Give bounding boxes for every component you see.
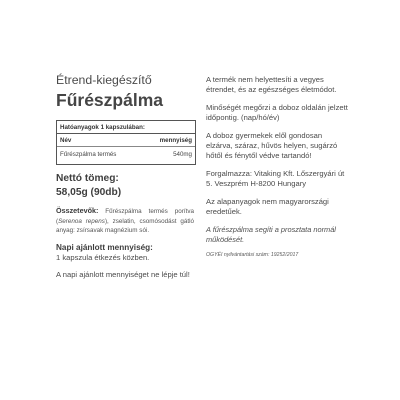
- registration-number: OGYÉI nyilvántartási szám: 19252/2017: [206, 252, 299, 258]
- column-header-amount: mennyiség: [159, 137, 192, 144]
- best-before-notice: Minőségét megőrzi a doboz oldalán jelzett időpontig. (nap/hó/év): [206, 103, 348, 122]
- daily-dose-warning: A napi ajánlott mennyiséget ne lépje túl!: [56, 270, 190, 279]
- column-header-name: Név: [60, 137, 72, 144]
- product-name: Fűrészpálma: [56, 90, 163, 110]
- distributor-info: Forgalmazza: Vitaking Kft. Lőszergyári út 5. Veszprém H-8200 Hungary: [206, 169, 345, 188]
- net-weight: [56, 172, 194, 200]
- health-claim: A fűrészpálma segíti a prosztata normál működését.: [206, 225, 336, 244]
- storage-notice: A doboz gyermekek elől gondosan elzárva, száraz, hűvös helyen, sugárzó hőtől és fénytől védve tartandó!: [206, 131, 338, 160]
- ingredient-name: Fűrészpálma termés: [60, 151, 117, 158]
- daily-dose-title: Napi ajánlott mennyiség:: [56, 242, 153, 252]
- label-left-column: [56, 73, 194, 281]
- net-weight-title: Nettó tömeg:: [56, 173, 119, 184]
- label-right-column: [206, 73, 350, 259]
- ingredients-before: Fűrészpálma termés porítva (: [56, 208, 194, 225]
- active-ingredients-column-headers: [57, 134, 195, 147]
- daily-dose-text: 1 kapszula étkezés közben.: [56, 252, 150, 262]
- product-category: Étrend-kiegészítő: [56, 73, 152, 87]
- ingredients-latin-name: Serenoa repens: [58, 217, 105, 225]
- table-row: [57, 147, 195, 164]
- diet-notice: A termék nem helyettesíti a vegyes étrendet, és az egészséges életmódot.: [206, 75, 337, 94]
- active-ingredients-table: [56, 120, 196, 165]
- ingredients-label: Összetevők:: [56, 206, 99, 215]
- ingredients-text: [56, 206, 194, 236]
- net-weight-value: 58,05g (90db): [56, 187, 122, 198]
- origin-notice: Az alapanyagok nem magyarországi eredetűek.: [206, 197, 329, 216]
- active-ingredients-header: Hatóanyagok 1 kapszulában:: [57, 121, 195, 134]
- ingredients-after: ), zselatin, csomósodást gátló anyag: zsírsavak magnézium sói.: [56, 217, 194, 234]
- ingredient-amount: 540mg: [173, 151, 192, 158]
- product-label: [56, 73, 350, 329]
